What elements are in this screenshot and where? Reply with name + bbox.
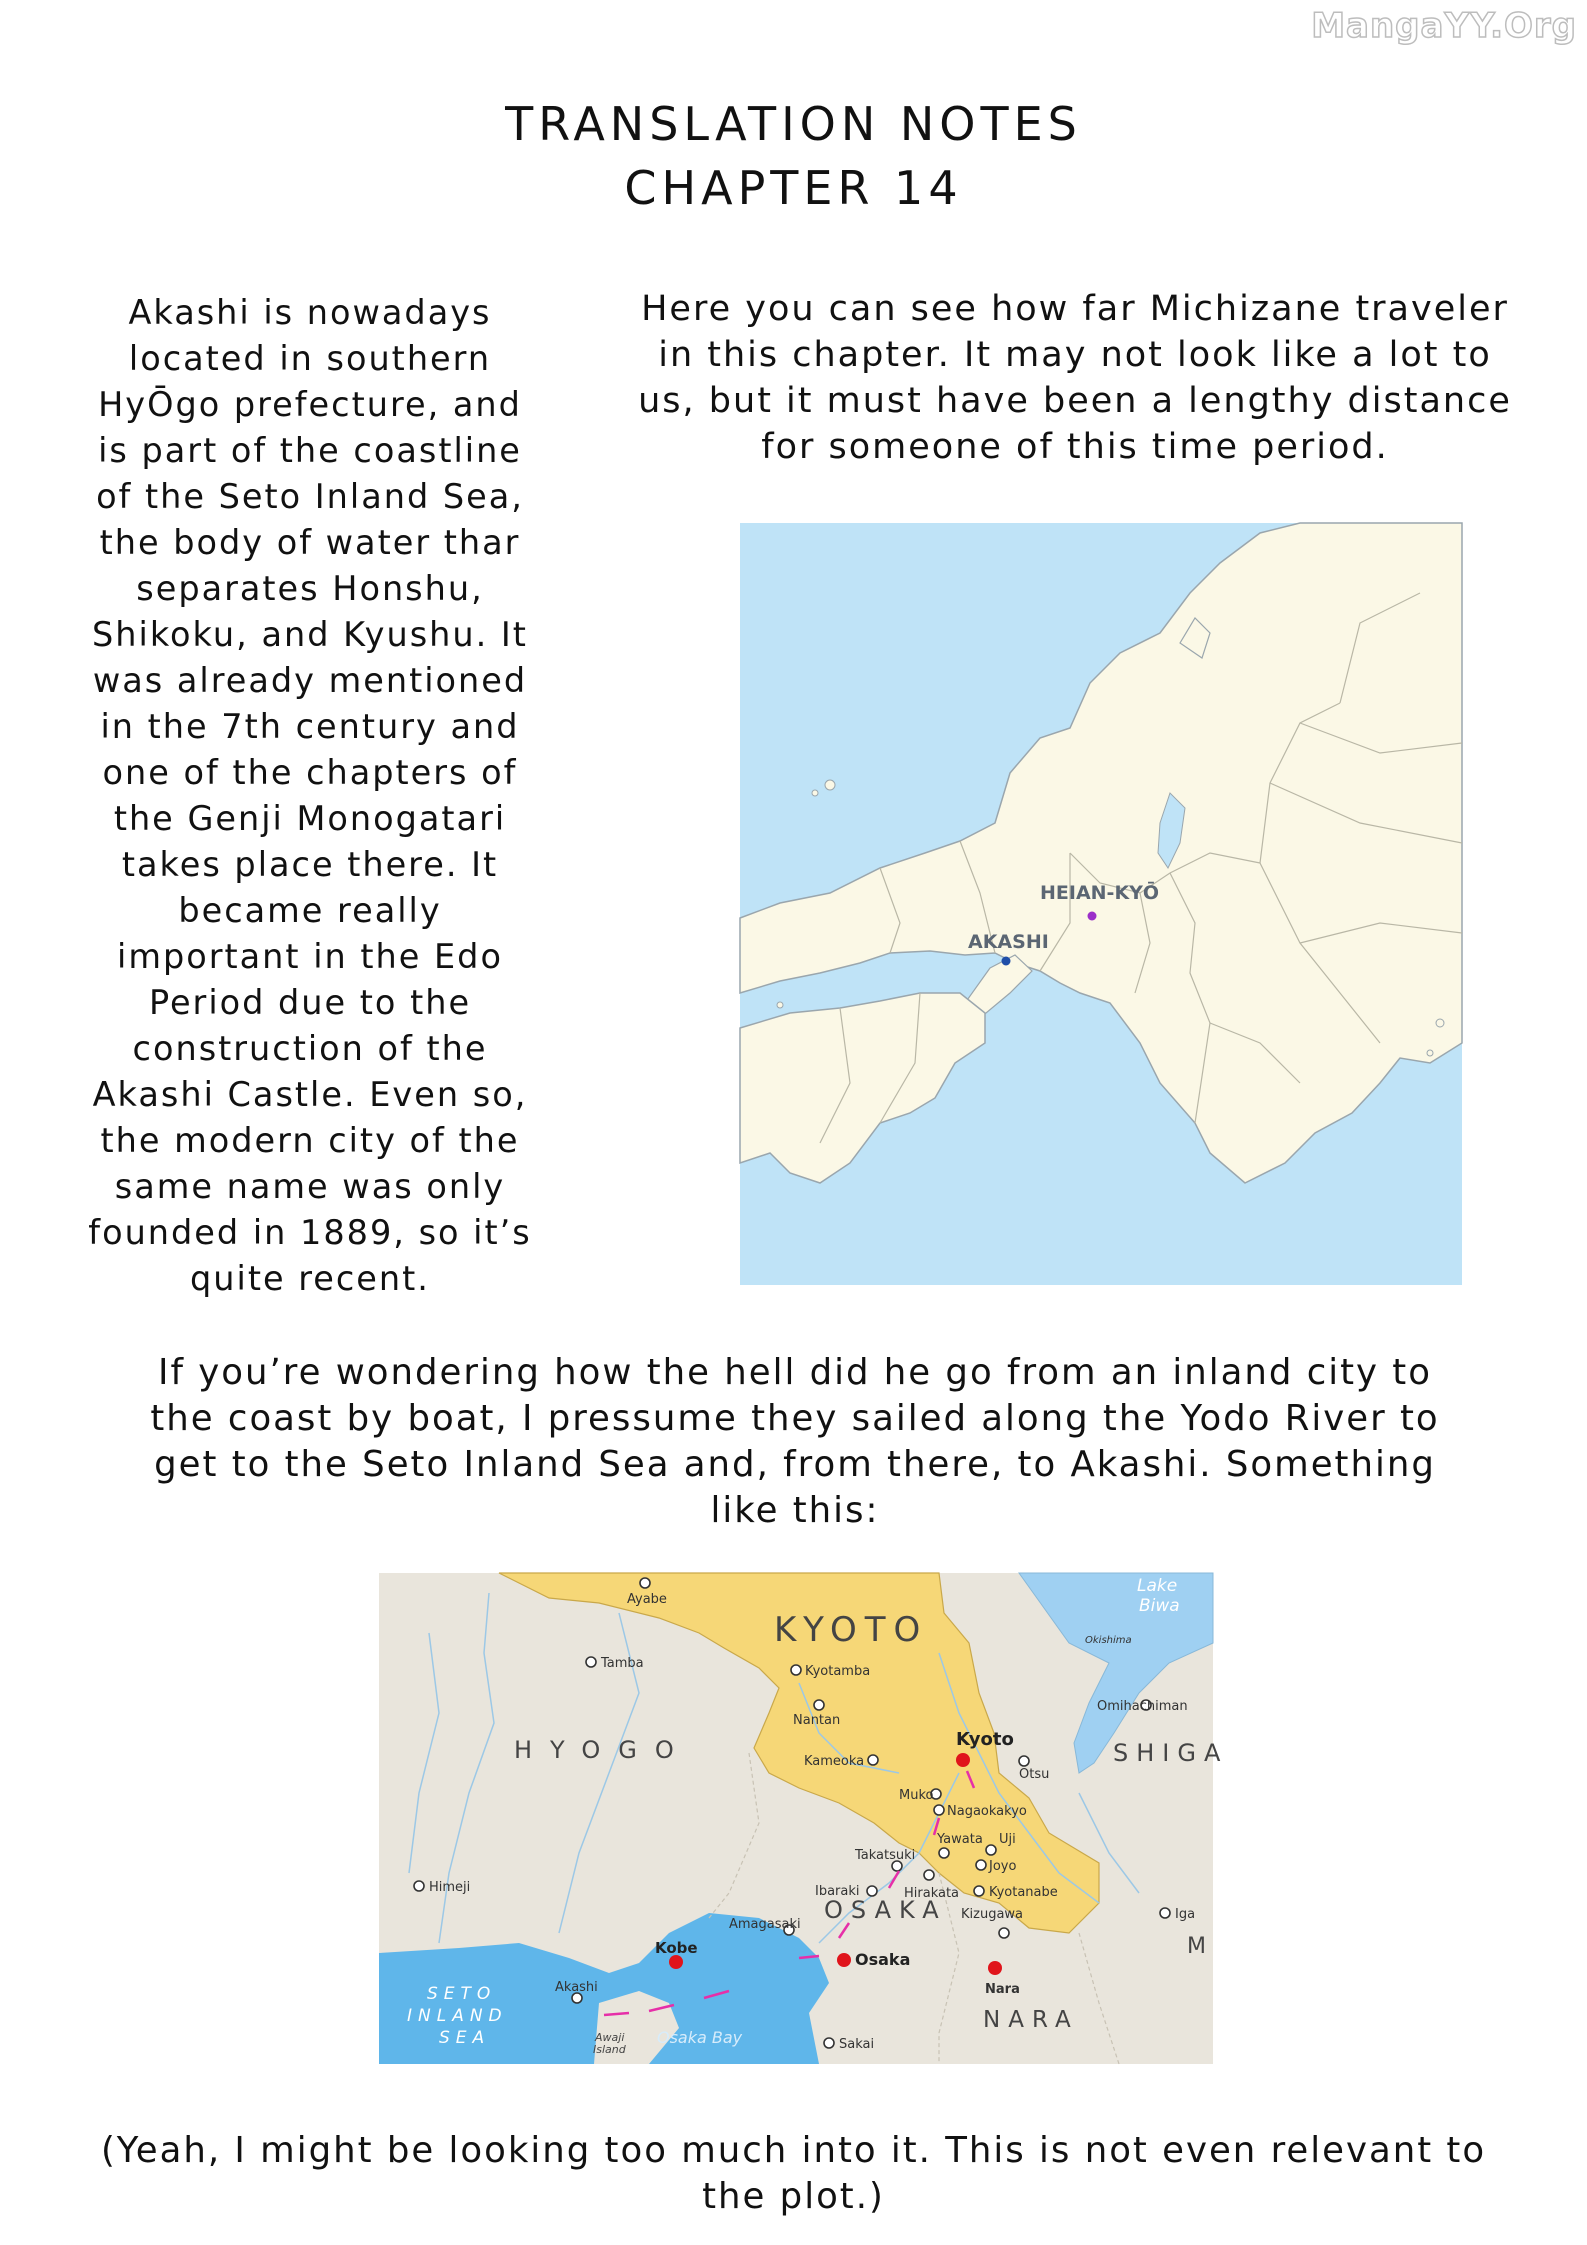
region-nara: NARA bbox=[983, 2007, 1079, 2033]
route-map bbox=[379, 1573, 1229, 2064]
city-okishima: Okishima bbox=[1085, 1635, 1132, 1646]
seto-label-1: SETO bbox=[427, 1984, 497, 2004]
lake-label-2: Biwa bbox=[1139, 1596, 1180, 1616]
city-nara: Nara bbox=[985, 1982, 1020, 1997]
city-otsu: Otsu bbox=[1019, 1767, 1050, 1782]
city-kameoka: Kameoka bbox=[804, 1754, 865, 1769]
osaka-bay-label: Osaka Bay bbox=[657, 2028, 743, 2047]
city-omihachiman: Omihachiman bbox=[1097, 1699, 1188, 1714]
city-yawata: Yawata bbox=[937, 1832, 983, 1847]
city-ayabe: Ayabe bbox=[627, 1592, 667, 1607]
city-osaka: Osaka bbox=[855, 1950, 911, 1969]
route-map-svg bbox=[379, 1573, 1229, 2064]
heian-kyo-marker bbox=[1088, 912, 1097, 921]
awaji-label-1: Awaji bbox=[595, 2031, 625, 2044]
city-kyoto: Kyoto bbox=[956, 1729, 1014, 1750]
city-tamba: Tamba bbox=[601, 1656, 644, 1671]
region-osaka: OSAKA bbox=[824, 1896, 947, 1924]
akashi-marker bbox=[1002, 957, 1011, 966]
route-note: If you’re wondering how the hell did he go from an inland city to the coast by boat, I pressume they sailed along the Yodo River to get to the Seto Inland Sea and, from there, to Akashi. Something like this: bbox=[150, 1352, 1440, 1531]
city-kizugawa: Kizugawa bbox=[961, 1907, 1024, 1922]
watermark: MangaYY.Org bbox=[1311, 6, 1577, 46]
city-ibaraki: Ibaraki bbox=[815, 1884, 860, 1899]
travel-note: Here you can see how far Michizane traveler in this chapter. It may not look like a lot to us, but it must have been a lengthy distance for someone of this time period. bbox=[638, 289, 1512, 467]
region-hyogo: HYOGO bbox=[514, 1736, 692, 1764]
region-shiga: SHIGA bbox=[1113, 1739, 1229, 1767]
city-takatsuki: Takatsuki bbox=[855, 1848, 916, 1863]
page-subtitle: CHAPTER 14 bbox=[624, 161, 963, 215]
closing-note: (Yeah, I might be looking too much into it. This is not even relevant to the plot.) bbox=[100, 2130, 1487, 2217]
region-kyoto: KYOTO bbox=[774, 1610, 929, 1650]
city-nagaokakyo: Nagaokakyo bbox=[947, 1804, 1027, 1819]
city-muko: Muko bbox=[899, 1788, 934, 1803]
city-iga: Iga bbox=[1175, 1907, 1196, 1922]
kansai-map-svg bbox=[740, 523, 1462, 1285]
page-title: TRANSLATION NOTES bbox=[505, 97, 1082, 151]
city-kyotamba: Kyotamba bbox=[805, 1664, 871, 1679]
awaji-label-2: Island bbox=[593, 2043, 626, 2056]
city-sakai: Sakai bbox=[839, 2037, 875, 2052]
akashi-note: Akashi is nowadays located in southern HyŌgo prefecture, and is part of the coastline of the Seto Inland Sea, the body of water thar separates Honshu, Shikoku, and Kyushu. It was already mentioned in the 7th century and one of the chapters of the Genji Monogatari takes place there. It became really important in the Edo Period due to the construction of the Akashi Castle. Even so, the modern city of the same name was only founded in 1889, so it’s quite recent. bbox=[88, 293, 532, 1298]
seto-label-3: SEA bbox=[439, 2028, 491, 2048]
city-kobe: Kobe bbox=[655, 1939, 698, 1957]
kansai-map bbox=[740, 523, 1462, 1285]
akashi-label: AKASHI bbox=[968, 931, 1049, 953]
lake-label-1: Lake bbox=[1137, 1576, 1178, 1596]
city-hirakata: Hirakata bbox=[904, 1886, 960, 1901]
seto-label-2: INLAND bbox=[407, 2006, 508, 2026]
city-akashi: Akashi bbox=[555, 1980, 598, 1995]
city-joyo: Joyo bbox=[989, 1859, 1017, 1874]
heian-kyo-label: HEIAN-KYŌ bbox=[1040, 882, 1160, 904]
city-uji: Uji bbox=[999, 1832, 1016, 1847]
city-kyotanabe: Kyotanabe bbox=[989, 1885, 1058, 1900]
city-nantan: Nantan bbox=[793, 1713, 841, 1728]
region-m: M bbox=[1187, 1934, 1206, 1959]
city-himeji: Himeji bbox=[429, 1880, 471, 1895]
city-amagasaki: Amagasaki bbox=[729, 1917, 801, 1932]
